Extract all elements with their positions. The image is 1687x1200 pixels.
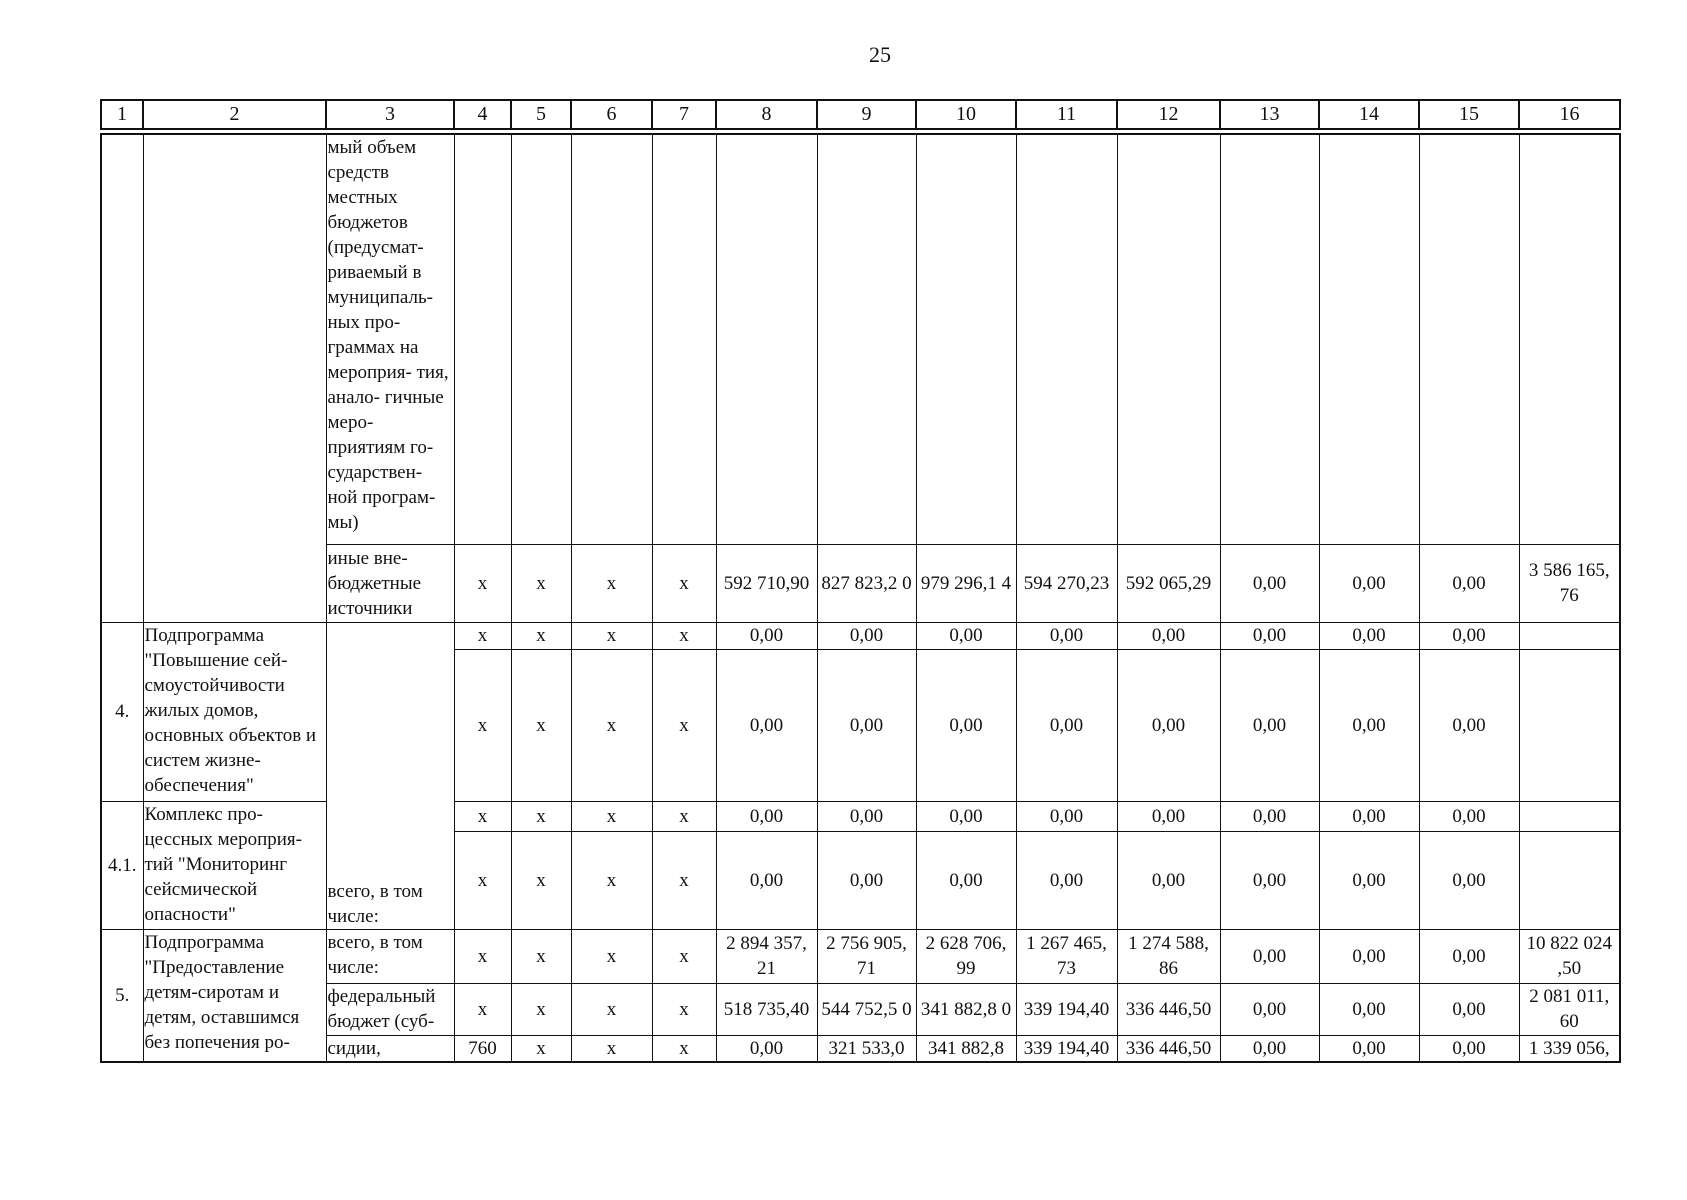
column-header-15: 15 [1419, 100, 1519, 129]
table-row-sub5-federal [101, 983, 1620, 1035]
column-header-11: 11 [1016, 100, 1117, 129]
cell-col-15: 0,00 [1419, 1035, 1519, 1062]
subprogram-5-name: Подпрограмма "Предоставление детям-сиротам и детям, оставшимся без попечения ро- [143, 929, 326, 1062]
cell-col-5: х [511, 1035, 571, 1062]
cell-col-13: 0,00 [1220, 929, 1319, 983]
cell-col-8: 0,00 [716, 622, 817, 649]
cell-col-15: 0,00 [1419, 929, 1519, 983]
cell-col-11: 0,00 [1016, 801, 1117, 831]
cell-col-4: х [454, 622, 511, 649]
cell-col-14: 0,00 [1319, 622, 1419, 649]
column-header-1: 1 [101, 100, 143, 129]
cell-col-7: х [652, 622, 716, 649]
cell-col-14: 0,00 [1319, 983, 1419, 1035]
cell-col-6: х [571, 929, 652, 983]
cell-col-9: 2 756 905, 71 [817, 929, 916, 983]
column-header-5: 5 [511, 100, 571, 129]
column-header-13: 13 [1220, 100, 1319, 129]
cell-col-8: 0,00 [716, 801, 817, 831]
cell-col-7: х [652, 649, 716, 801]
column-header-4: 4 [454, 100, 511, 129]
cell-col-11: 0,00 [1016, 622, 1117, 649]
table-row-sub5-total [101, 929, 1620, 983]
cell-col-9: 544 752,5 0 [817, 983, 916, 1035]
cell-col-13: 0,00 [1220, 622, 1319, 649]
cell-col-14: 0,00 [1319, 649, 1419, 801]
cell-col-11: 339 194,40 [1016, 983, 1117, 1035]
cell-col-4: 760 [454, 1035, 511, 1062]
cell-col-4: х [454, 983, 511, 1035]
column-header-3: 3 [326, 100, 454, 129]
column-header-12: 12 [1117, 100, 1220, 129]
cell-col-12: 336 446,50 [1117, 1035, 1220, 1062]
cell-col-9: 0,00 [817, 649, 916, 801]
cell-col-16 [1519, 622, 1620, 649]
cell-col-15: 0,00 [1419, 831, 1519, 929]
cell-col-4: х [454, 649, 511, 801]
cell-col-5: х [511, 983, 571, 1035]
cell-col-6: х [571, 831, 652, 929]
cell-col-11: 0,00 [1016, 831, 1117, 929]
cell-col-11: 339 194,40 [1016, 1035, 1117, 1062]
cell-col-15: 0,00 [1419, 622, 1519, 649]
cell-col-12: 0,00 [1117, 801, 1220, 831]
cell-col-5: х [511, 801, 571, 831]
cell-col-10: 0,00 [916, 622, 1016, 649]
cell-col-7: х [652, 983, 716, 1035]
cell-col-9: 0,00 [817, 801, 916, 831]
cell-col-10: 0,00 [916, 801, 1016, 831]
cell-col-15: 0,00 [1419, 649, 1519, 801]
source-sub5-subsidy: сидии, [326, 1035, 454, 1062]
cell-col-7: х [652, 929, 716, 983]
cell-col-12: 0,00 [1117, 649, 1220, 801]
cell-col-6: х [571, 649, 652, 801]
source-sub5-total: всего, в том числе: [326, 929, 454, 983]
column-header-2: 2 [143, 100, 326, 129]
cell-col-9: 0,00 [817, 831, 916, 929]
cell-col-15: 0,00 [1419, 801, 1519, 831]
column-header-7: 7 [652, 100, 716, 129]
cell-col-13: 0,00 [1220, 801, 1319, 831]
source-sub5-federal: федеральный бюджет (суб- [326, 983, 454, 1035]
cell-col-13: 0,00 [1220, 1035, 1319, 1062]
complex-4-1-name: Комплекс про- цессных мероприя- тий "Мониторинг сейсмической опасности" [143, 801, 326, 929]
cell-col-8: 518 735,40 [716, 983, 817, 1035]
budget-table [100, 133, 1621, 1063]
column-header-16: 16 [1519, 100, 1620, 129]
cell-col-4: х [454, 929, 511, 983]
cell-col-15: 0,00 [1419, 983, 1519, 1035]
cell-col-10: 0,00 [916, 649, 1016, 801]
cell-col-16: 10 822 024 ,50 [1519, 929, 1620, 983]
cell-col-13: 0,00 [1220, 983, 1319, 1035]
source-other-offbudget: иные вне- бюджетные источники [326, 544, 454, 622]
cell-col-4: х [454, 831, 511, 929]
cell-col-16: 2 081 011, 60 [1519, 983, 1620, 1035]
cell-col-6: х [571, 1035, 652, 1062]
column-header-10: 10 [916, 100, 1016, 129]
table-row-local-funds [101, 134, 1620, 544]
subprogram-4-name: Подпрограмма "Повышение сей- смоустойчивости жилых домов, основных объектов и систем жизне- обеспечения" [143, 622, 326, 801]
table-row-sub4-a [101, 622, 1620, 649]
cell-col-10: 0,00 [916, 831, 1016, 929]
page-number: 25 [869, 42, 891, 67]
cell-col-14: 0,00 [1319, 1035, 1419, 1062]
cell-col-12: 0,00 [1117, 831, 1220, 929]
column-header-8: 8 [716, 100, 817, 129]
cell-col-7: х [652, 801, 716, 831]
column-header-14: 14 [1319, 100, 1419, 129]
table-row-sub5-subsidy [101, 1035, 1620, 1062]
cell-col-5: х [511, 929, 571, 983]
cell-col-5: х [511, 622, 571, 649]
cell-col-13: 0,00 [1220, 649, 1319, 801]
cell-col-16 [1519, 649, 1620, 801]
cell-col-5: х [511, 649, 571, 801]
source-sub4: всего, в том числе: [326, 622, 454, 929]
row-number-4: 4. [101, 622, 143, 801]
cell-col-8: 0,00 [716, 1035, 817, 1062]
cell-col-11: 1 267 465, 73 [1016, 929, 1117, 983]
cell-col-5: х [511, 831, 571, 929]
cell-col-6: х [571, 622, 652, 649]
cell-col-10: 341 882,8 [916, 1035, 1016, 1062]
row-number-4-1: 4.1. [101, 801, 143, 929]
cell-col-14: 0,00 [1319, 929, 1419, 983]
source-local-funds: мый объем средств местных бюджетов (предусмат- риваемый в муниципаль- ных про- граммах на мероприя- тия, анало- гичные меро- приятиям го- сударствен- ной програм- мы) [326, 134, 454, 544]
cell-col-13: 0,00 [1220, 831, 1319, 929]
cell-col-11: 0,00 [1016, 649, 1117, 801]
cell-col-10: 341 882,8 0 [916, 983, 1016, 1035]
cell-col-6: х [571, 801, 652, 831]
cell-col-9: 0,00 [817, 622, 916, 649]
cell-col-12: 336 446,50 [1117, 983, 1220, 1035]
column-header-9: 9 [817, 100, 916, 129]
cell-col-8: 0,00 [716, 649, 817, 801]
cell-col-16 [1519, 831, 1620, 929]
cell-col-16: 1 339 056, [1519, 1035, 1620, 1062]
row-number-5: 5. [101, 929, 143, 1062]
cell-col-6: х [571, 983, 652, 1035]
table-row-other-offbudget: иные вне- бюджетные источники х х х х 592 710,90 827 823,2 0 979 296,1 4 594 270,23 592 065,29 0,00 0,00 0,00 3 586 165, 76 [101, 544, 1620, 622]
cell-col-7: х [652, 831, 716, 929]
cell-col-12: 1 274 588, 86 [1117, 929, 1220, 983]
cell-col-16 [1519, 801, 1620, 831]
cell-col-8: 0,00 [716, 831, 817, 929]
column-header-6: 6 [571, 100, 652, 129]
cell-col-8: 2 894 357, 21 [716, 929, 817, 983]
cell-col-4: х [454, 801, 511, 831]
cell-col-7: х [652, 1035, 716, 1062]
cell-col-14: 0,00 [1319, 801, 1419, 831]
cell-col-12: 0,00 [1117, 622, 1220, 649]
cell-col-10: 2 628 706, 99 [916, 929, 1016, 983]
column-header-table [100, 99, 1621, 130]
cell-col-9: 321 533,0 [817, 1035, 916, 1062]
cell-col-14: 0,00 [1319, 831, 1419, 929]
